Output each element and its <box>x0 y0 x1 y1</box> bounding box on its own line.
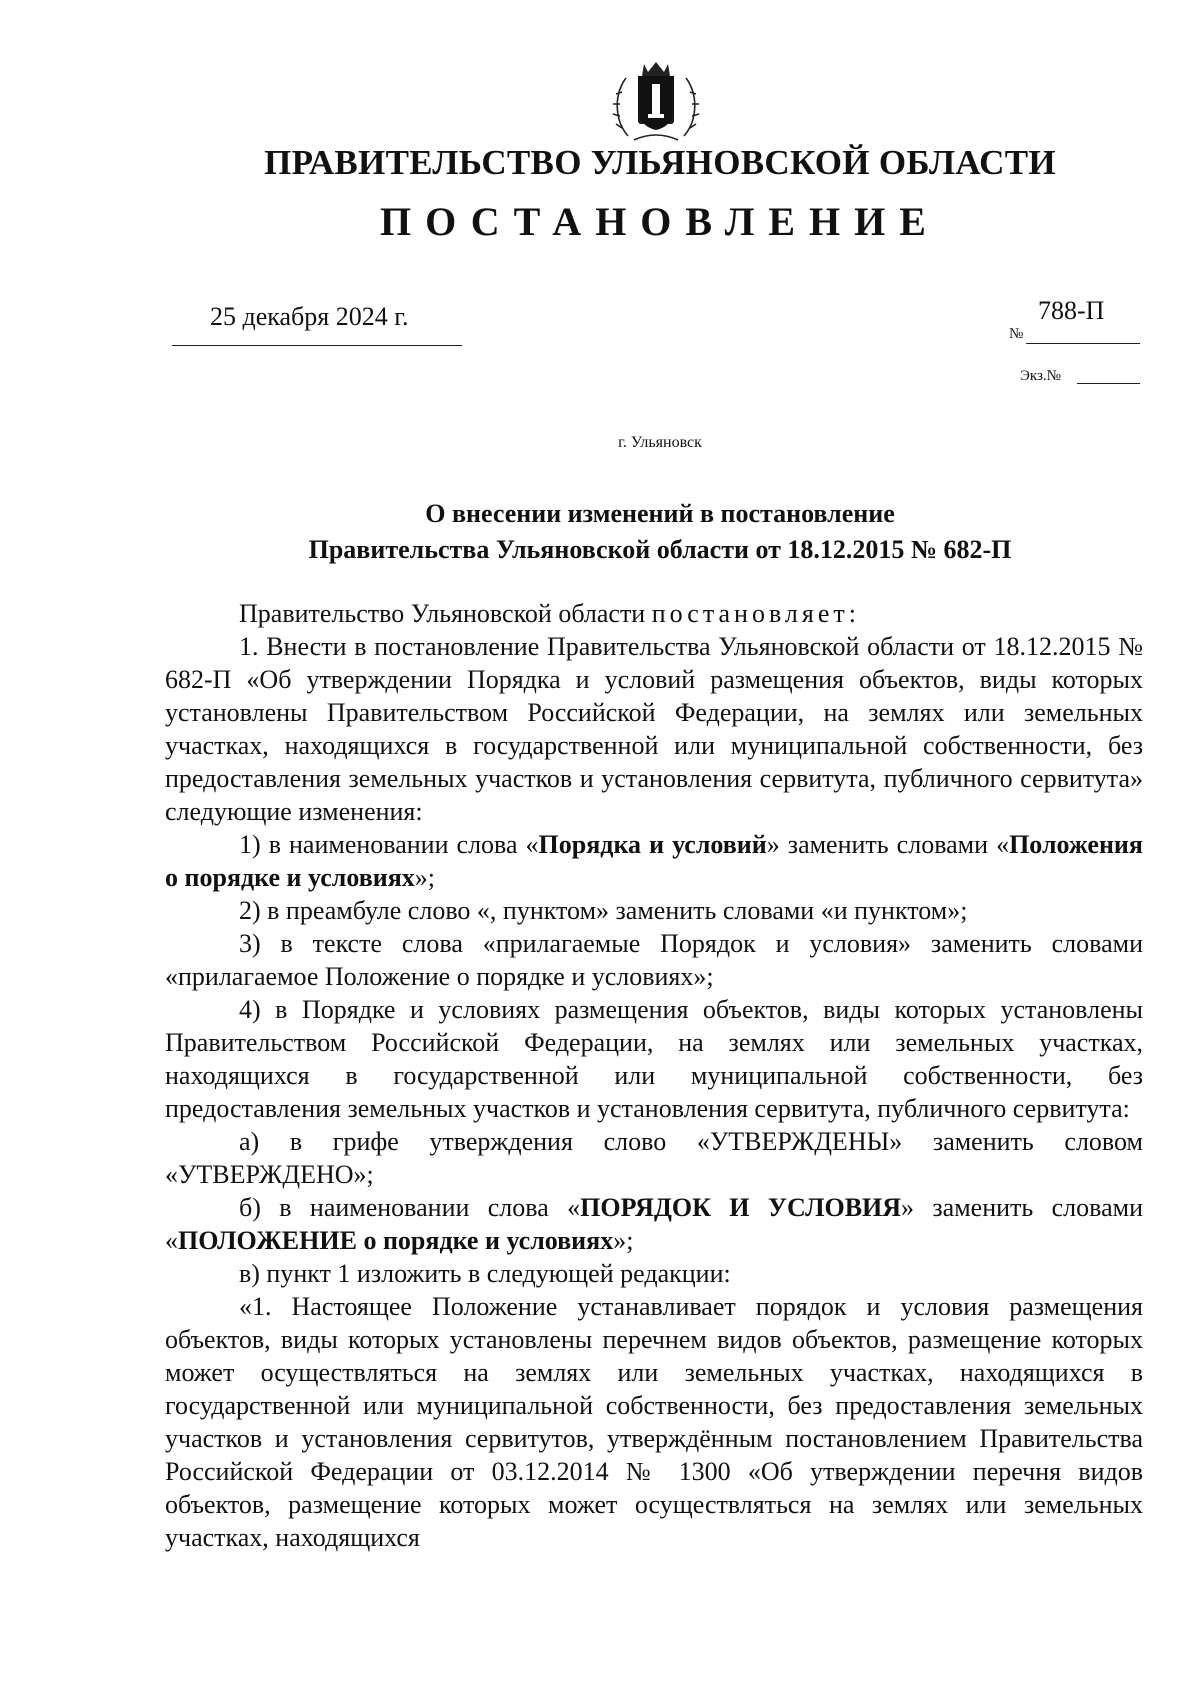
subject-line-2: Правительства Ульяновской области от 18.12.2015 № 682-П <box>308 535 1012 564</box>
intro-resolves: постановляет: <box>651 599 860 628</box>
text-span: »; <box>414 863 436 892</box>
item-1-paragraph: 1. Внести в постановление Правительства Ульяновской области от 18.12.2015 № 682-П «Об утверждении Порядка и условий размещения объектов, виды которых установлены Правительством Российской Федерации, на землях или земельных участках, находящихся в государственной или муниципальной собственности, без предоставления земельных участков и установления сервитута, публичного сервитута» следующие изменения: <box>165 632 1143 826</box>
number-prefix: № <box>1009 326 1024 342</box>
bold-span: ПОЛОЖЕНИЕ о порядке и условиях <box>178 1226 614 1255</box>
intro-text: Правительство Ульяновской области <box>239 599 652 628</box>
item-1-4-paragraph: 4) в Порядке и условиях размещения объектов, виды которых установлены Правительством Российской Федерации, на землях или земельных участках, находящихся в государственной или муниципальной собственности, без предоставления земельных участков и установления сервитута, публичного сервитута: <box>165 995 1143 1123</box>
bold-span: ПОРЯДОК И УСЛОВИЯ <box>580 1193 902 1222</box>
intro-paragraph <box>165 597 1143 630</box>
item-a-paragraph: а) в грифе утверждения слово «УТВЕРЖДЕНЫ» заменить словом «УТВЕРЖДЕНО»; <box>165 1127 1143 1189</box>
government-title: ПРАВИТЕЛЬСТВО УЛЬЯНОВСКОЙ ОБЛАСТИ <box>264 143 1056 182</box>
quoted-paragraph: «1. Настоящее Положение устанавливает порядок и условия размещения объектов, виды которых установлены перечнем видов объектов, размещение которых может осуществляться на землях или земельных участках, находящихся в государственной или муниципальной собственности, без предоставления земельных участков и установления сервитутов, утверждённым постановлением Правительства Российской Федерации от 03.12.2014 № 1300 «Об утверждении перечня видов объектов, размещение которых может осуществляться на землях или земельных участках, находящихся <box>165 1292 1143 1552</box>
coat-of-arms-emblem <box>608 58 704 146</box>
document-date: 25 декабря 2024 г. <box>210 302 409 331</box>
item-b-paragraph <box>165 1191 1143 1257</box>
bold-span: Порядка и условий <box>538 830 767 859</box>
item-v-paragraph: в) пункт 1 изложить в следующей редакции: <box>239 1259 731 1288</box>
item-1-2-paragraph: 2) в преамбуле слово «, пунктом» заменить словами «и пунктом»; <box>239 896 968 925</box>
document-number: 788-П <box>1038 296 1105 325</box>
text-span: » заменить словами « <box>165 1193 1143 1255</box>
subject-line-1: О внесении изменений в постановление <box>425 499 895 528</box>
bold-span: Положения о порядке и условиях <box>165 830 1143 892</box>
document-type-title: ПОСТАНОВЛЕНИЕ <box>380 199 940 244</box>
copy-number-underline <box>1077 383 1140 384</box>
date-underline <box>172 345 462 346</box>
number-underline <box>1026 343 1140 344</box>
text-span: » заменить словами « <box>766 830 1010 859</box>
copy-number-label: Экз.№ <box>1020 368 1061 384</box>
document-subject <box>60 496 1200 568</box>
item-1-1-paragraph <box>165 828 1143 894</box>
text-span: б) в наименовании слова « <box>239 1193 581 1222</box>
text-span: »; <box>613 1226 634 1255</box>
city-name: г. Ульяновск <box>618 434 702 451</box>
text-span: 1) в наименовании слова « <box>239 830 539 859</box>
document-body <box>165 597 1143 1554</box>
item-1-3-paragraph: 3) в тексте слова «прилагаемые Порядок и условия» заменить словами «прилагаемое Положение о порядке и условиях»; <box>165 929 1143 991</box>
